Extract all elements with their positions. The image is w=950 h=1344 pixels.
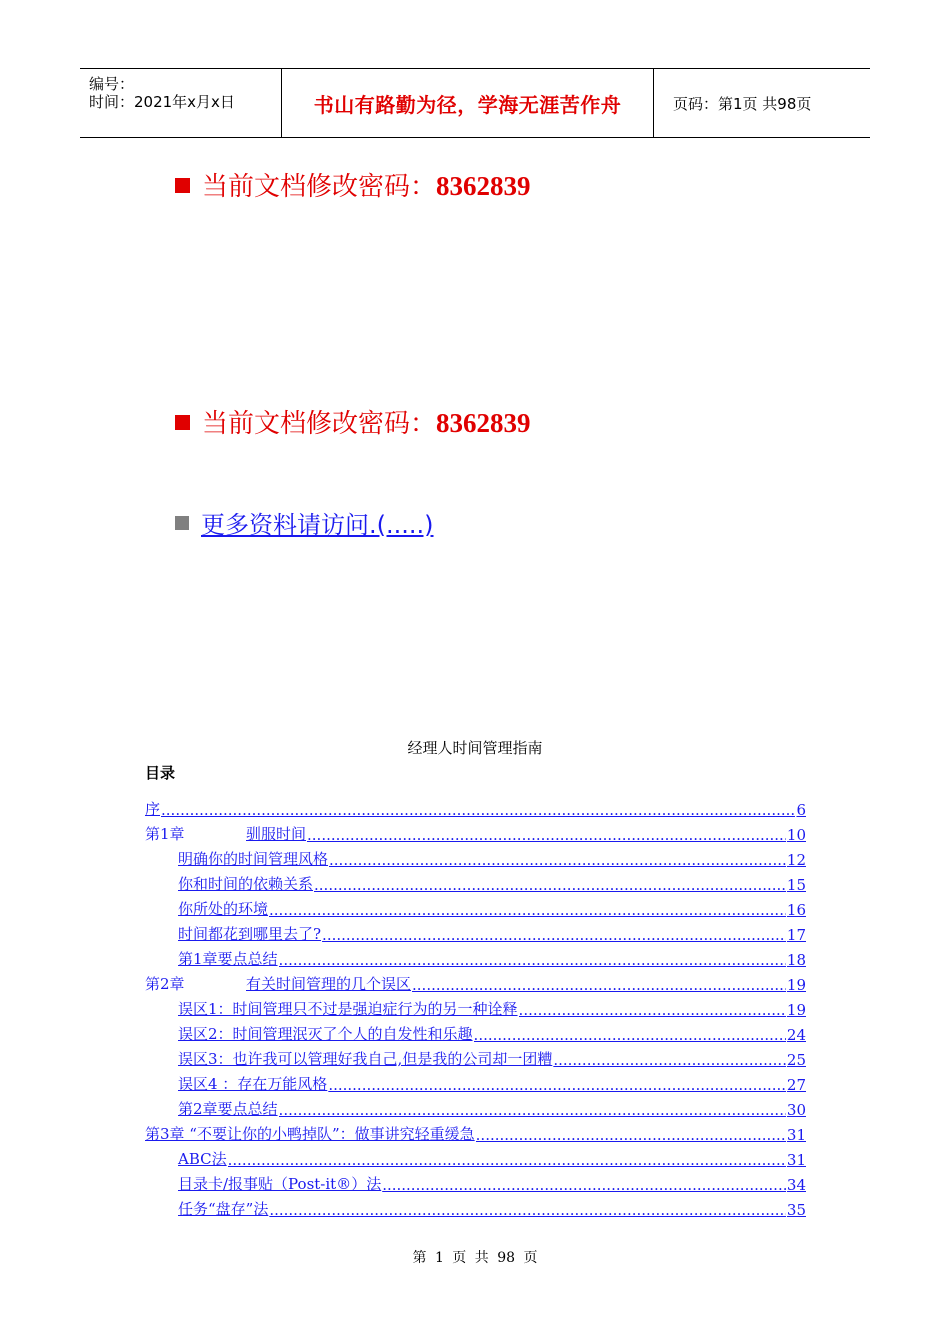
toc-title-text[interactable]: 明确你的时间管理风格 bbox=[178, 850, 329, 868]
toc-leader-dots bbox=[269, 901, 786, 919]
header-motto: 书山有路勤为径，学海无涯苦作舟 bbox=[282, 69, 654, 137]
toc-title-text[interactable]: ABC法 bbox=[178, 1150, 227, 1168]
toc-title-text[interactable]: 驯服时间 bbox=[246, 825, 307, 843]
toc-entry[interactable] bbox=[145, 994, 806, 1019]
toc-leader-dots bbox=[228, 1151, 786, 1169]
toc-entry[interactable] bbox=[145, 1044, 806, 1069]
toc-chapter-number[interactable]: 第2章 bbox=[145, 975, 185, 993]
toc-title-text[interactable]: 目录卡/报事贴（Post-it®）法 bbox=[178, 1175, 382, 1193]
toc-entry[interactable] bbox=[145, 1119, 806, 1144]
toc-leader-dots bbox=[553, 1051, 786, 1069]
toc-page-number[interactable]: 31 bbox=[786, 1126, 806, 1144]
toc-leader-dots bbox=[279, 951, 786, 969]
toc-entry-title[interactable] bbox=[178, 1048, 552, 1069]
toc-chapter-number[interactable]: 第1章 bbox=[145, 825, 185, 843]
toc-entry-title[interactable] bbox=[145, 1123, 475, 1144]
password-notice bbox=[175, 166, 531, 203]
toc-title-text[interactable]: 你和时间的依赖关系 bbox=[178, 875, 314, 893]
toc-leader-dots bbox=[519, 1001, 786, 1019]
toc-entry-title[interactable] bbox=[178, 898, 268, 919]
toc-page-number[interactable]: 35 bbox=[786, 1201, 806, 1219]
toc-page-number[interactable]: 19 bbox=[786, 1001, 806, 1019]
toc-title-text[interactable]: 第1章要点总结 bbox=[178, 950, 278, 968]
toc-entry-title[interactable] bbox=[178, 1023, 473, 1044]
toc-entry-title[interactable] bbox=[178, 1198, 268, 1219]
toc-page-number[interactable]: 12 bbox=[786, 851, 806, 869]
toc-leader-dots bbox=[476, 1126, 786, 1144]
password-notice bbox=[175, 403, 531, 440]
toc-leader-dots bbox=[329, 851, 786, 869]
toc-page-number[interactable]: 25 bbox=[786, 1051, 806, 1069]
toc-title-text[interactable]: 第2章要点总结 bbox=[178, 1100, 278, 1118]
page-info-text: 页码：第1页 共98页 bbox=[673, 94, 812, 113]
toc-entry-title[interactable] bbox=[145, 973, 411, 994]
toc-entry-title[interactable] bbox=[178, 948, 278, 969]
toc-entry[interactable] bbox=[145, 1094, 806, 1119]
toc-entry-title[interactable] bbox=[178, 848, 328, 869]
toc-entry[interactable] bbox=[145, 1194, 806, 1219]
toc-entry[interactable] bbox=[145, 819, 806, 844]
toc-leader-dots bbox=[328, 1076, 786, 1094]
red-square-bullet-icon bbox=[175, 415, 190, 430]
toc-entry-title[interactable] bbox=[145, 823, 306, 844]
toc-title-text[interactable]: 第3章 “不要让你的小鸭掉队”：做事讲究轻重缓急 bbox=[145, 1125, 475, 1143]
header-page-info bbox=[663, 69, 870, 137]
toc-leader-dots bbox=[314, 876, 786, 894]
toc-title-text[interactable]: 序 bbox=[145, 800, 161, 818]
toc-entry[interactable] bbox=[145, 969, 806, 994]
toc-title-text[interactable]: 误区2：时间管理泯灭了个人的自发性和乐趣 bbox=[178, 1025, 473, 1043]
toc-title-text[interactable]: 有关时间管理的几个误区 bbox=[246, 975, 412, 993]
table-of-contents bbox=[145, 794, 806, 1219]
toc-leader-dots bbox=[161, 801, 795, 819]
toc-entry-title[interactable] bbox=[178, 1073, 327, 1094]
password-label: 当前文档修改密码： bbox=[202, 172, 437, 202]
toc-entry[interactable] bbox=[145, 1019, 806, 1044]
toc-entry[interactable] bbox=[145, 919, 806, 944]
toc-page-number[interactable]: 34 bbox=[786, 1176, 806, 1194]
toc-leader-dots bbox=[412, 976, 786, 994]
toc-leader-dots bbox=[269, 1201, 786, 1219]
toc-page-number[interactable]: 16 bbox=[786, 901, 806, 919]
toc-leader-dots bbox=[279, 1101, 786, 1119]
document-title: 经理人时间管理指南 bbox=[407, 739, 543, 757]
toc-page-number[interactable]: 18 bbox=[786, 951, 806, 969]
toc-entry[interactable] bbox=[145, 844, 806, 869]
password-label: 当前文档修改密码： bbox=[202, 409, 437, 439]
header-meta-cell bbox=[80, 69, 282, 137]
toc-leader-dots bbox=[382, 1176, 786, 1194]
number-label: 编号： bbox=[89, 75, 135, 93]
toc-title-text[interactable]: 时间都花到哪里去了? bbox=[178, 925, 322, 943]
toc-entry[interactable] bbox=[145, 944, 806, 969]
toc-entry-title[interactable] bbox=[178, 873, 313, 894]
toc-entry[interactable] bbox=[145, 894, 806, 919]
toc-title-text[interactable]: 误区1：时间管理只不过是强迫症行为的另一种诠释 bbox=[178, 1000, 518, 1018]
toc-entry-title[interactable] bbox=[178, 1173, 381, 1194]
toc-leader-dots bbox=[474, 1026, 786, 1044]
toc-page-number[interactable]: 6 bbox=[796, 801, 806, 819]
toc-entry[interactable] bbox=[145, 794, 806, 819]
toc-entry[interactable] bbox=[145, 869, 806, 894]
toc-page-number[interactable]: 24 bbox=[786, 1026, 806, 1044]
toc-entry-title[interactable] bbox=[178, 1098, 278, 1119]
toc-entry-title[interactable] bbox=[178, 1148, 227, 1169]
toc-page-number[interactable]: 10 bbox=[786, 826, 806, 844]
red-square-bullet-icon bbox=[175, 178, 190, 193]
password-code: 8362839 bbox=[436, 408, 531, 438]
gray-square-bullet-icon bbox=[175, 516, 189, 530]
toc-page-number[interactable]: 31 bbox=[786, 1151, 806, 1169]
toc-page-number[interactable]: 17 bbox=[786, 926, 806, 944]
toc-entry-title[interactable] bbox=[178, 998, 518, 1019]
toc-page-number[interactable]: 19 bbox=[786, 976, 806, 994]
toc-entry[interactable] bbox=[145, 1069, 806, 1094]
more-resources bbox=[175, 505, 434, 540]
toc-heading: 目录 bbox=[145, 764, 176, 782]
toc-title-text[interactable]: 你所处的环境 bbox=[178, 900, 269, 918]
password-code: 8362839 bbox=[436, 171, 531, 201]
time-label: 时间：2021年x月x日 bbox=[89, 93, 235, 111]
toc-entry-title[interactable] bbox=[178, 923, 321, 944]
toc-title-text[interactable]: 误区4 ：存在万能风格 bbox=[178, 1075, 328, 1093]
toc-leader-dots bbox=[307, 826, 786, 844]
toc-leader-dots bbox=[322, 926, 786, 944]
header-table bbox=[80, 68, 870, 138]
toc-page-number[interactable]: 30 bbox=[786, 1101, 806, 1119]
toc-entry[interactable] bbox=[145, 1169, 806, 1194]
page-footer: 第 1 页 共 98 页 bbox=[412, 1250, 538, 1266]
toc-title-text[interactable]: 任务“盘存”法 bbox=[178, 1200, 269, 1218]
toc-page-number[interactable]: 27 bbox=[786, 1076, 806, 1094]
toc-page-number[interactable]: 15 bbox=[786, 876, 806, 894]
toc-title-text[interactable]: 误区3：也许我可以管理好我自己,但是我的公司却一团糟 bbox=[178, 1050, 553, 1068]
more-resources-link[interactable]: 更多资料请访问.(.....) bbox=[201, 511, 434, 539]
toc-entry[interactable] bbox=[145, 1144, 806, 1169]
toc-entry-title[interactable] bbox=[145, 798, 160, 819]
